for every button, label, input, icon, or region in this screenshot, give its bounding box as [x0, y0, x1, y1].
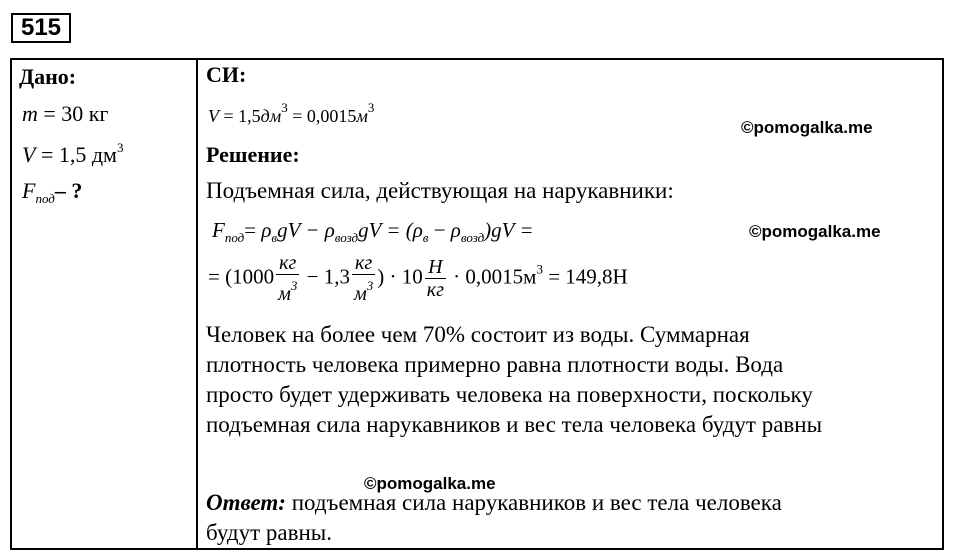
fraction-kg-m3-2 — [352, 252, 375, 305]
line2-mid1: − 1,3 — [301, 264, 350, 289]
line2-exp3: 3 — [536, 261, 543, 277]
rho-1-sub: в — [271, 230, 278, 245]
frac2-den-exp: 3 — [366, 278, 374, 293]
rho-2-sub: возд — [334, 230, 359, 245]
explanation-paragraph — [206, 320, 931, 440]
given-mass — [22, 101, 109, 127]
f-sub: под — [224, 230, 245, 245]
gv-2: gV = ( — [358, 218, 413, 242]
line2-end: = 149,8Н — [542, 264, 628, 289]
si-exp2: 3 — [367, 100, 375, 115]
si-unit1: дм — [260, 106, 282, 126]
explanation-line: подъемная сила нарукавников и вес тела человека будут равны — [206, 412, 823, 437]
mass-value: = 30 кг — [37, 101, 109, 126]
line2-mid2: ) · 10 — [377, 264, 423, 289]
si-exp1: 3 — [281, 100, 288, 115]
line2-start: = (1000 — [208, 264, 275, 289]
frac1-den — [276, 275, 299, 305]
rho-4: ρ — [450, 218, 461, 242]
force-subscript: под — [35, 191, 55, 206]
given-volume — [22, 140, 123, 168]
answer-text-1: подъемная сила нарукавников и вес тела человека — [285, 490, 782, 515]
frac1-den-exp: 3 — [290, 278, 298, 293]
formula-line-2 — [208, 252, 628, 305]
column-divider — [196, 58, 198, 548]
volume-exponent: 3 — [116, 140, 124, 155]
volume-value: = 1,5 дм — [35, 142, 117, 167]
si-v: V — [208, 106, 219, 126]
given-header: Дано: — [19, 64, 77, 89]
si-mid: = 0,0015 — [287, 106, 357, 126]
si-formula — [208, 100, 374, 127]
explanation-line: просто будет удерживать человека на поверхности, поскольку — [206, 382, 813, 407]
rho-3: ρ — [412, 218, 423, 242]
si-unit2: м — [356, 106, 368, 126]
rho-3-sub: в — [422, 230, 429, 245]
explanation-line: плотность человека примерно равна плотности воды. Вода — [206, 352, 784, 377]
answer-paragraph — [206, 488, 931, 548]
formula-line-1 — [212, 218, 534, 246]
frac2-den — [352, 275, 375, 305]
gv-1: gV − — [277, 218, 325, 242]
given-force — [22, 178, 82, 207]
answer-text-2: будут равны. — [206, 520, 332, 545]
rho-2: ρ — [324, 218, 335, 242]
frac1-num: кг — [276, 252, 299, 275]
force-unknown: – ? — [54, 178, 83, 203]
fraction-kg-m3-1 — [276, 252, 299, 305]
mass-symbol: m — [22, 101, 38, 126]
frac2-num: кг — [352, 252, 375, 275]
watermark: ©pomogalka.me — [364, 474, 496, 493]
frac3-num: Н — [425, 256, 446, 279]
solution-header: Решение: — [206, 142, 300, 167]
watermark: ©pomogalka.me — [741, 118, 873, 137]
fraction-n-kg — [425, 256, 446, 301]
force-symbol: F — [22, 178, 36, 203]
line2-mid3: · 0,0015м — [447, 264, 537, 289]
minus: − — [428, 218, 451, 242]
answer-line-1 — [206, 488, 931, 518]
line1-tail: )gV = — [484, 218, 534, 242]
frac3-den: кг — [426, 279, 444, 301]
answer-label: Ответ: — [206, 490, 286, 515]
si-header: СИ: — [206, 62, 247, 87]
frac1-den-unit: м — [278, 283, 291, 305]
watermark: ©pomogalka.me — [749, 222, 881, 241]
volume-symbol: V — [22, 142, 36, 167]
si-eq: = 1,5 — [219, 106, 261, 126]
solution-intro: Подъемная сила, действующая на нарукавники: — [206, 178, 674, 203]
f-symbol: F — [212, 218, 225, 242]
frac2-den-unit: м — [353, 283, 367, 305]
rho-4-sub: возд — [460, 230, 485, 245]
explanation-line: Человек на более чем 70% состоит из воды. Суммарная — [206, 322, 750, 347]
problem-number: 515 — [11, 13, 71, 43]
eq1: = — [244, 218, 262, 242]
rho-1: ρ — [261, 218, 272, 242]
